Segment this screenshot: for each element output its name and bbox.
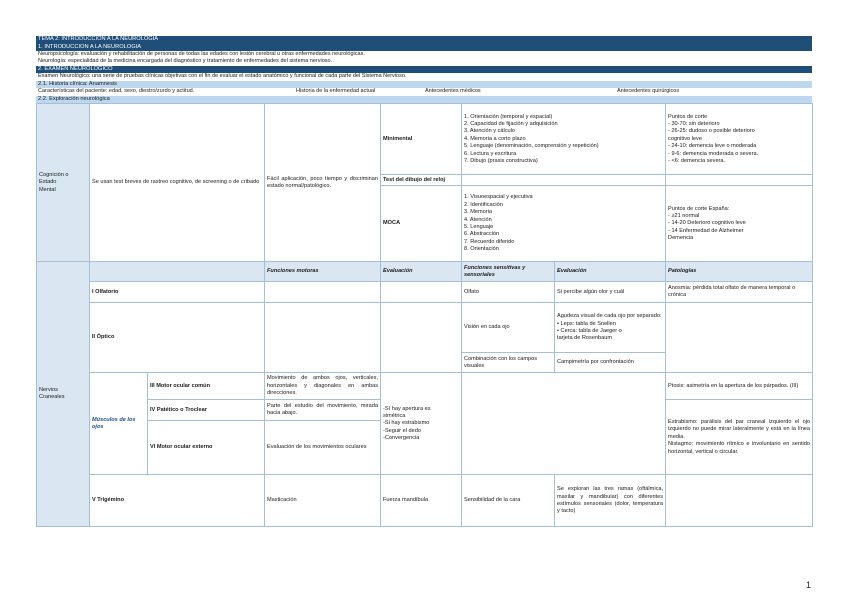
neurologia-definition: Neurología: especialidad de la medicina encargada del diagnóstico y tratamiento de enfermedades del sistema nervioso. [38,58,333,65]
optico-campimetria: Campimetría por confrontación [555,353,666,373]
table-row [37,373,813,400]
musculos-ojos-label: Músculos de los ojos [90,373,148,475]
minimental-items: 1. Orientación (temporal y espacial) 2. Capacidad de fijación y adquisición 3. Atención y cálculo 4. Memoria a corto plazo 5. Lenguaje (denominación, comprensión y repetición) 6. Lectura y escritura 7. Dibujo (praxis constructiva) [462,104,666,175]
header-funciones-motoras: Funciones motoras [265,262,381,282]
table-row [37,475,813,527]
doc-title-bar: TEMA 2: INTRODUCCIÓN A LA NEUROLOGÍA [36,36,812,44]
clock-drawing-empty [462,175,666,186]
cognicion-label: Cognición o Estado Mental [37,104,90,262]
trigemino-pathology-empty [666,475,813,527]
header-funciones-sensitivas: Funciones sensitivas y sensoriales [462,262,555,282]
nerve-IV-patetico: IV Patético o Troclear [148,400,265,421]
cognicion-advantages: Fácil aplicación, poco tiempo y discriminan estado normal/patológico. [265,104,381,262]
trigemino-motor-eval: Fuerza mandíbula [381,475,462,527]
header-empty [90,262,265,282]
trigemino-motor-function: Masticación [265,475,381,527]
subsection-2-1-heading: 2.1. Historia clínica: Anamnesis [36,81,812,89]
ocular-motor-eval: -Sí hay apertura es simétrica -Si hay estrabismo -Seguir el dedo -Convergencia [381,373,462,475]
optico-eval-empty [381,303,462,373]
olfatorio-sensory-function: Olfato [462,282,555,303]
header-patologias: Patologías [666,262,813,282]
neuro-exploration-table [36,103,813,527]
anamnesis-current-illness: Historia de la enfermedad actual [296,88,376,95]
header-evaluacion-motora: Evaluación [381,262,462,282]
page-number: 1 [806,580,812,590]
optico-pathology-empty [666,303,813,373]
neuropsicologia-definition: Neuropsicología: evaluación y rehabilitación de personas de todas las edades con lesión cerebral u otras enfermedades neurológicas. [38,51,365,58]
olfatorio-motor-empty [265,282,381,303]
trigemino-sensory-eval: Se exploran las tres ramas (oftálmica, maxilar y mandibular) con diferentes estímulos sensoriales (dolor, temperatura y tacto) [555,475,666,527]
nerve-V-trigemino: V Trigémino [90,475,265,527]
test-clock-drawing: Test del dibujo del reloj [381,175,462,186]
nervios-craneales-label: Nervios Craneales [37,262,90,527]
cognicion-description: Se usan test breves de rastreo cognitivo, de screening o de cribado [90,104,265,262]
olfatorio-sensory-eval: Si percibe algún olor y cuál [555,282,666,303]
section-1-heading: 1. INTRODUCCIÓN A LA NEUROLOGÍA [36,44,812,52]
anamnesis-surgical-history: Antecedentes quirúrgicos [617,88,680,95]
ptosis-pathology: Ptosis: asimetría en la apertura de los párpados. (III) [666,373,813,400]
header-evaluacion-sensitiva: Evaluación [555,262,666,282]
trigemino-sensory-function: Sensibilidad de la cara [462,475,555,527]
test-moca: MOCA [381,186,462,262]
nerve-IV-motor-function: Parte del estudio del movimiento, mirada hacia abajo. [265,400,381,421]
moca-cutoffs: Puntos de corte España: - ≥21 normal - 14-20 Deterioro cognitivo leve - 14 Enfermedad de Alzheimer Demencia [666,186,813,262]
clock-drawing-empty-2 [666,175,813,186]
test-minimental: Minimental [381,104,462,175]
nerve-VI-motor-ocular-externo: VI Motor ocular externo [148,421,265,475]
anamnesis-row [36,88,812,96]
table-row [37,262,813,282]
examen-neurologico-definition: Examen Neurológico: una serie de pruebas clínicas objetivas con el fin de evaluar el estado anatómico y funcional de cada parte del Sistema Nervioso. [38,73,407,80]
nerve-III-motor-ocular-comun: III Motor ocular común [148,373,265,400]
optico-sensory-function: Visión en cada ojo [462,303,555,353]
subsection-2-2-heading: 2.2. Exploración neurológica [36,96,812,104]
optico-visual-fields: Combinación con los campos visuales [462,353,555,373]
nerve-VI-motor-function: Evaluación de los movimientos oculares [265,421,381,475]
ocular-sensory-empty [462,373,666,475]
table-row [37,303,813,353]
anamnesis-medical-history: Antecedentes médicos [425,88,481,95]
nerve-II-optico: II Óptico [90,303,265,373]
nerve-I-olfatorio: I Olfatorio [90,282,265,303]
section-2-heading: 2. EXAMEN NEUROLÓGICO [36,66,812,74]
moca-items: 1. Visuoespacial y ejecutiva 2. Identificación 3. Memoria 4. Atención 5. Lenguaje 6. Abstracción 7. Recuerdo diferido 8. Orientación [462,186,666,262]
table-row [37,282,813,303]
olfatorio-eval-empty [381,282,462,303]
nerve-III-motor-function: Movimiento de ambos ojos, verticales, horizontales y diagonales en ambas direcciones. [265,373,381,400]
table-row [37,104,813,175]
optico-sensory-eval: Agudeza visual de cada ojo por separado: • Leps: tabla de Snellen • Cerca: tabla de Jaeger o tarjeta de Rosenbaum [555,303,666,353]
anamnesis-patient-traits: Características del paciente: edad, sexo, diestro/zurdo y actitud. [38,88,195,95]
document-page [36,36,812,527]
minimental-cutoffs: Puntos de corte - 30-70: sin deterioro - 26-25: dudoso o posible deterioro cognitivo leve - 24-10: demencia leve o moderada - 9-6: demencia moderada o severa. - <6: demencia severa. [666,104,813,175]
optico-motor-empty [265,303,381,373]
olfatorio-pathology: Anosmia: pérdida total olfato de manera temporal o crónica [666,282,813,303]
estrabismo-nistagmo-pathology: Estrabismo: parálisis del par craneal izquierdo el ojo izquierdo no puede mirar lateralmente y está en la línea media. Nistagmo: movimiento rítmico e involuntario en sentido horizontal, vertical o circular. [666,400,813,475]
